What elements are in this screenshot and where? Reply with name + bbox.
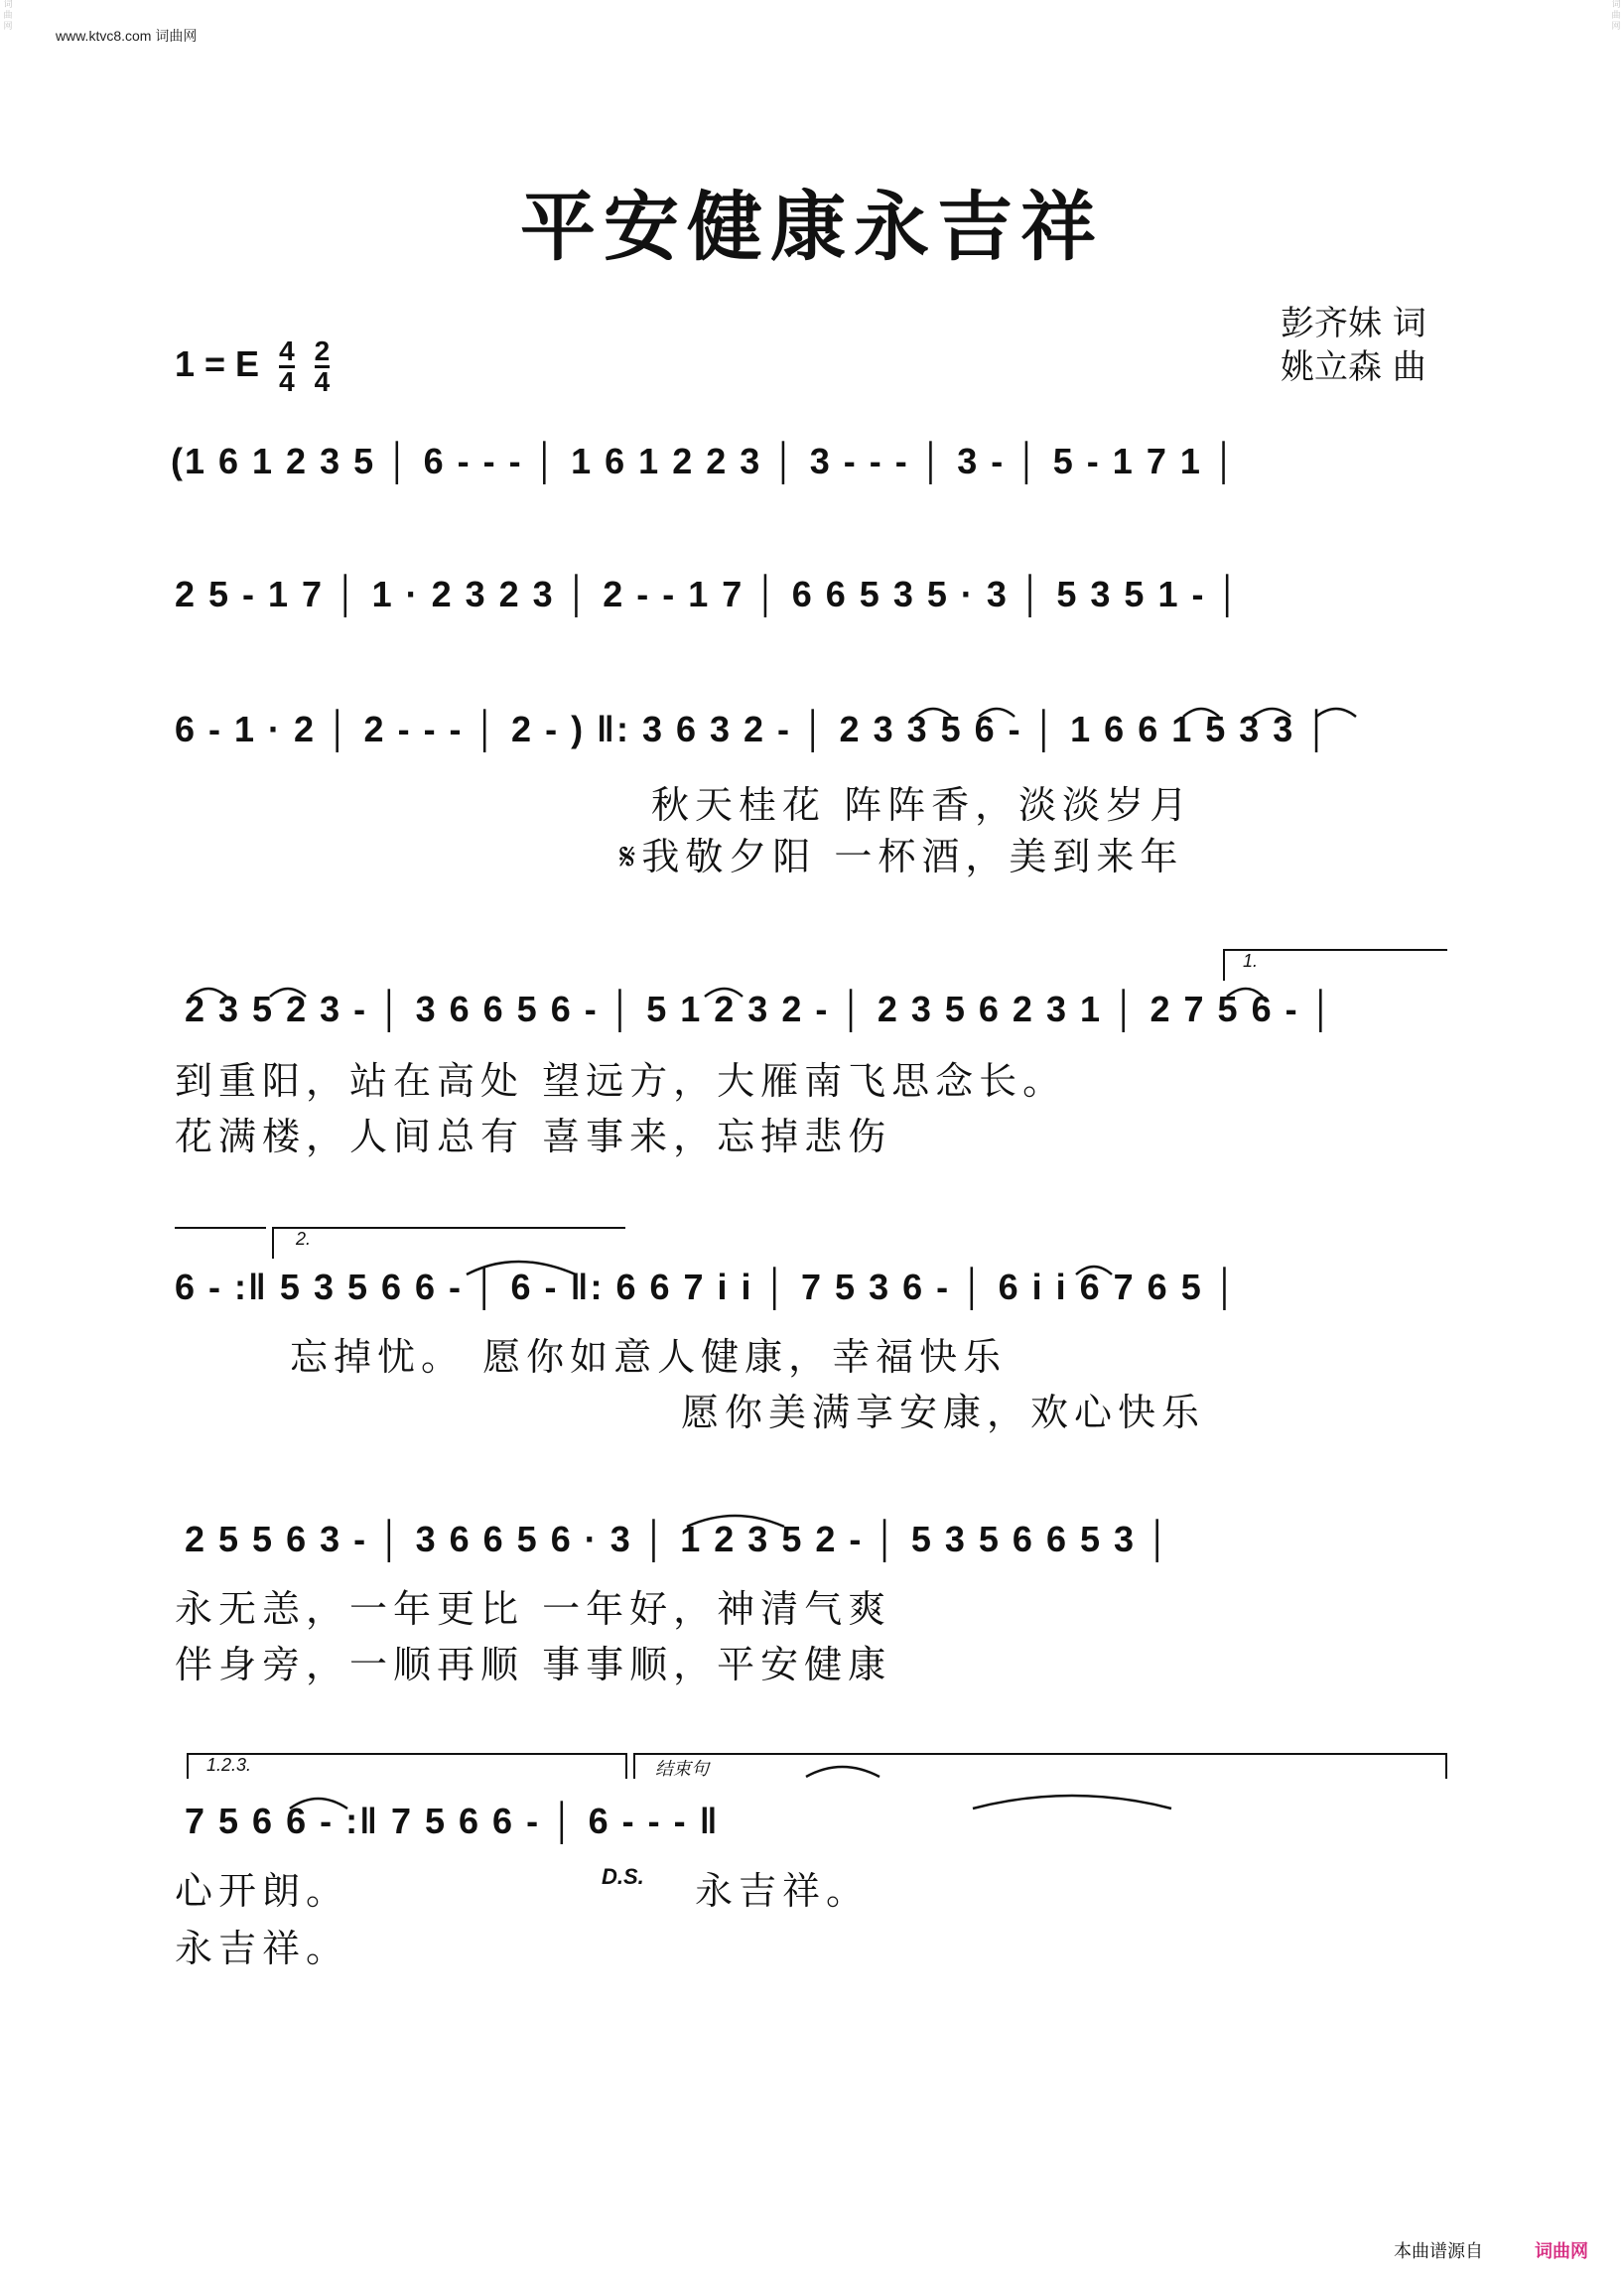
lyric-row-3-verse-2: 𝄋我敬夕阳 一杯酒，美到来年: [619, 835, 1184, 878]
slur: [270, 989, 306, 997]
slur: [979, 709, 1015, 717]
volta-1-label: 1.: [1243, 951, 1259, 971]
slur: [1316, 709, 1356, 717]
notation-row-3: 6 - 1 · 2 │ 2 - - - │ 2 - ) ‖: 3 6 3 2 - │ 2 3 3 5 6 - │ 1 6 6 1 5 3 3 │: [175, 709, 1331, 749]
lyric-row-4-verse-1: 到重阳，站在高处 望远方，大雁南飞思念长。: [175, 1059, 1067, 1103]
source-site-label: www.ktvc8.com 词曲网: [56, 28, 198, 44]
lyric-row-3-verse-1: 秋天桂花 阵阵香，淡淡岁月: [651, 783, 1194, 827]
notation-row-7: 7 5 6 6 - :‖ 7 5 6 6 - │ 6 - - - ‖: [185, 1801, 720, 1841]
footer-source-text: 本曲谱源自: [1394, 2241, 1483, 2261]
lyric-row-7-verse-1: 心开朗。: [175, 1869, 350, 1913]
time-sig-denominator: 4: [314, 366, 331, 397]
notation-row-4: 2 3 5 2 3 - │ 3 6 6 5 6 - │ 5 1 2 3 2 - │ 2 3 5 6 2 3 1 │ 2 7 5 6 - │: [185, 989, 1336, 1029]
slur: [705, 989, 743, 997]
volta-2-label: 2.: [296, 1229, 312, 1249]
slur: [467, 1262, 576, 1274]
key-label: 1 = E: [175, 343, 260, 385]
slur: [1076, 1267, 1112, 1274]
time-sig-denominator: 4: [279, 366, 295, 397]
coda-label: 结束句: [655, 1759, 709, 1779]
ds-marking: D.S.: [602, 1864, 644, 1889]
slur: [1227, 989, 1263, 997]
lyric-row-5-verse-2: 愿你美满享安康，欢心快乐: [681, 1391, 1206, 1434]
notation-row-2: 2 5 - 1 7 │ 1 · 2 3 2 3 │ 2 - - 1 7 │ 6 6 5 3 5 · 3 │ 5 3 5 1 - │: [175, 574, 1242, 614]
volta-123-label: 1.2.3.: [206, 1755, 252, 1775]
notation-row-6: 2 5 5 6 3 - │ 3 6 6 5 6 · 3 │ 1 2 3 5 2 - │ 5 3 5 6 6 5 3 │: [185, 1519, 1172, 1559]
slur: [1253, 709, 1290, 717]
notation-row-1: (1 6 1 2 3 5 │ 6 - - - │ 1 6 1 2 2 3 │ 3 - - - │ 3 - │ 5 - 1 7 1 │: [171, 441, 1239, 481]
left-watermark-strip: 词曲网: [3, 0, 13, 32]
lyricist-credit: 彭齐妹 词: [1281, 304, 1426, 343]
right-watermark-strip: 词曲网: [1611, 0, 1621, 32]
slur: [973, 1796, 1171, 1809]
song-title: 平安健康永吉祥: [520, 183, 1104, 271]
footer-site-link[interactable]: 词曲网: [1535, 2241, 1588, 2261]
slur: [1183, 709, 1219, 717]
lyric-row-4-verse-2: 花满楼，人间总有 喜事来，忘掉悲伤: [175, 1115, 892, 1158]
slur: [806, 1767, 880, 1777]
slur: [290, 1799, 347, 1809]
lyric-row-7-ending: 永吉祥。: [695, 1869, 871, 1913]
lyric-row-7-verse-2: 永吉祥。: [175, 1927, 350, 1970]
time-sig-numerator: 2: [314, 335, 331, 366]
slur: [191, 989, 226, 997]
notation-row-5: 6 - :‖ 5 3 5 6 6 - │ 6 - ‖: 6 6 7 i i │ 7 5 3 6 - │ 6 i i 6 7 6 5 │: [175, 1267, 1240, 1307]
composer-credit: 姚立森 曲: [1281, 347, 1426, 387]
time-sig-numerator: 4: [279, 335, 295, 366]
slur: [687, 1516, 784, 1527]
lyric-row-5-verse-1: 忘掉忧。 愿你如意人健康，幸福快乐: [290, 1335, 1008, 1379]
lyric-row-6-verse-1: 永无恙，一年更比 一年好，神清气爽: [175, 1587, 892, 1631]
slur: [915, 709, 951, 717]
lyric-row-6-verse-2: 伴身旁，一顺再顺 事事顺，平安健康: [175, 1643, 892, 1686]
